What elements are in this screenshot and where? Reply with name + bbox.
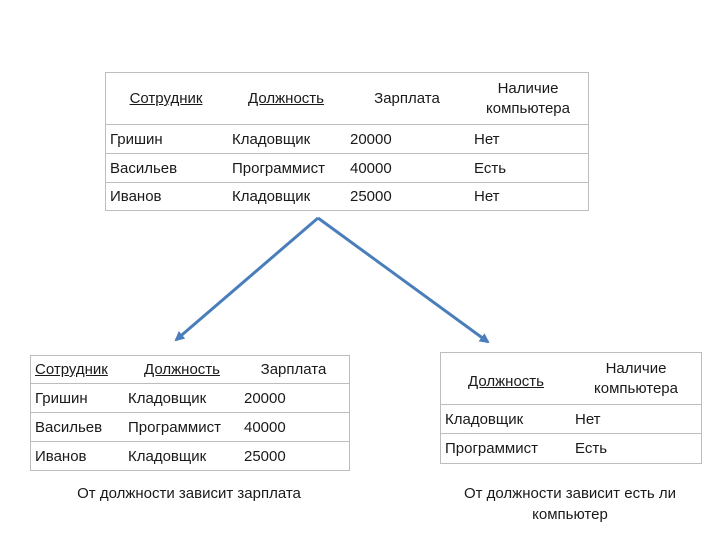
source-table	[105, 72, 589, 211]
cell-employee: Васильев	[35, 418, 103, 436]
right-caption: От должности зависит есть ли компьютер	[463, 485, 677, 523]
cell-computer: Нет	[575, 410, 601, 428]
cell-salary: 25000	[350, 188, 392, 205]
arrow-right	[318, 218, 488, 342]
cell-employee: Иванов	[35, 447, 87, 465]
table-row	[31, 442, 349, 470]
header-computer: Наличие компьютера	[486, 79, 570, 117]
cell-position: Кладовщик	[128, 389, 207, 407]
left-caption: От должности зависит зарплата	[77, 485, 301, 502]
cell-salary: 25000	[244, 447, 286, 465]
table-header-row	[106, 73, 588, 125]
table-row	[441, 434, 701, 463]
table-row	[31, 413, 349, 442]
cell-computer: Нет	[474, 188, 500, 205]
position-computer-table	[440, 352, 702, 464]
header-computer: Наличие компьютера	[594, 359, 678, 397]
table-row	[441, 405, 701, 434]
cell-salary: 40000	[244, 418, 286, 436]
arrow-left	[176, 218, 318, 340]
cell-position: Программист	[232, 159, 325, 177]
cell-position: Кладовщик	[128, 447, 207, 465]
table-header-row	[31, 356, 349, 384]
cell-position: Кладовщик	[445, 410, 524, 428]
table-header-row	[441, 353, 701, 405]
cell-computer: Есть	[575, 440, 608, 457]
cell-position: Кладовщик	[232, 188, 311, 205]
header-employee: Сотрудник	[129, 90, 203, 107]
cell-salary: 40000	[350, 159, 392, 177]
table-row	[106, 154, 588, 183]
cell-employee: Гришин	[110, 130, 163, 148]
header-salary: Зарплата	[260, 361, 327, 378]
cell-employee: Гришин	[35, 389, 88, 407]
cell-salary: 20000	[350, 130, 392, 148]
cell-employee: Иванов	[110, 188, 162, 205]
table-row	[106, 183, 588, 210]
cell-employee: Васильев	[110, 159, 178, 177]
cell-position: Программист	[445, 440, 538, 457]
header-position: Должность	[144, 361, 220, 378]
cell-position: Программист	[128, 418, 221, 436]
table-row	[31, 384, 349, 413]
header-position: Должность	[248, 90, 324, 107]
cell-computer: Нет	[474, 130, 500, 148]
header-salary: Зарплата	[374, 90, 440, 107]
cell-computer: Есть	[474, 159, 507, 177]
cell-position: Кладовщик	[232, 130, 311, 148]
cell-salary: 20000	[244, 389, 286, 407]
header-employee: Сотрудник	[35, 361, 108, 378]
header-position: Должность	[468, 373, 544, 390]
employee-salary-table	[30, 355, 350, 471]
table-row	[106, 125, 588, 154]
